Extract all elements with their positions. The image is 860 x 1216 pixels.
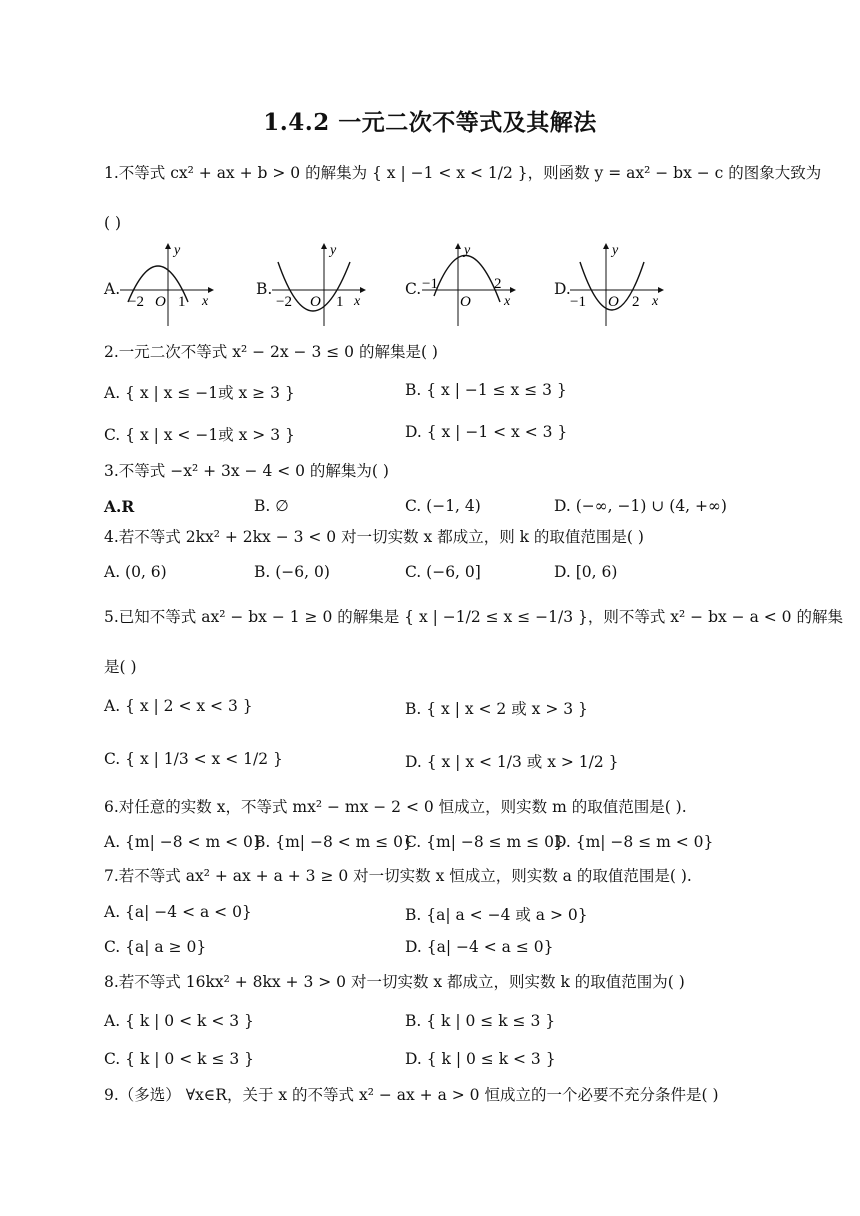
q3-option-d: D. (−∞, −1) ∪ (4, +∞)	[554, 497, 727, 515]
q7-option-c: C. {a| a ≥ 0}	[104, 938, 207, 956]
q9-stem: 9.（多选） ∀x∈R，关于 x 的不等式 x² − ax + a > 0 恒成立的一个必要不充分条件是( )	[104, 1086, 719, 1104]
q3-option-a: A.R	[104, 497, 135, 516]
q1-graph-c	[420, 240, 520, 334]
q8-option-b: B. { k | 0 ≤ k ≤ 3 }	[405, 1012, 556, 1030]
q8-option-d: D. { k | 0 ≤ k < 3 }	[405, 1050, 556, 1068]
q1-option-d-label: D.	[554, 280, 571, 298]
q5-option-a: A. { x | 2 < x < 3 }	[104, 697, 253, 715]
q5-option-b: B. { x | x < 2 或 x > 3 }	[405, 700, 588, 718]
q1-c-tick-3: 2	[494, 276, 502, 292]
q6-option-b: B. {m| −8 < m ≤ 0}	[254, 833, 413, 851]
q6-option-a: A. {m| −8 < m < 0}	[104, 833, 263, 851]
q1-b-axis-x: x	[354, 294, 361, 309]
q6-option-c: C. {m| −8 ≤ m ≤ 0}	[405, 833, 564, 851]
q7-option-d: D. {a| −4 < a ≤ 0}	[405, 938, 554, 956]
q2-stem: 2.一元二次不等式 x² − 2x − 3 ≤ 0 的解集是( )	[104, 343, 438, 361]
q1-a-axis-x: x	[202, 294, 209, 309]
q1-b-axis-y: y	[330, 243, 337, 258]
q1-d-tick-2: O	[608, 294, 619, 310]
q1-c-axis-y: y	[464, 243, 471, 258]
q7-option-b: B. {a| a < −4 或 a > 0}	[405, 906, 588, 924]
q7-stem: 7.若不等式 ax² + ax + a + 3 ≥ 0 对一切实数 x 恒成立，则实数 a 的取值范围是( ).	[104, 867, 692, 885]
q1-d-tick-1: −1	[570, 294, 586, 310]
q1-stem-line1: 1.不等式 cx² + ax + b > 0 的解集为 { x | −1 < x < 1/2 }，则函数 y = ax² − bx − c 的图象大致为	[104, 164, 822, 182]
q4-stem: 4.若不等式 2kx² + 2kx − 3 < 0 对一切实数 x 都成立，则 k 的取值范围是( )	[104, 528, 644, 546]
q1-c-tick-1: −1	[422, 276, 438, 292]
q1-graph-a	[118, 240, 218, 334]
q8-option-a: A. { k | 0 < k < 3 }	[104, 1012, 254, 1030]
q4-option-a: A. (0, 6)	[104, 563, 167, 581]
q4-option-d: D. [0, 6)	[554, 563, 618, 581]
q1-d-axis-y: y	[612, 243, 619, 258]
q3-option-b: B. ∅	[254, 497, 289, 515]
q8-option-c: C. { k | 0 < k ≤ 3 }	[104, 1050, 255, 1068]
q5-stem-line2: 是( )	[104, 658, 137, 676]
page-title: 1.4.2 一元二次不等式及其解法	[263, 109, 597, 136]
q1-c-axis-x: x	[504, 294, 511, 309]
q5-option-c: C. { x | 1/3 < x < 1/2 }	[104, 750, 283, 768]
q2-option-d: D. { x | −1 < x < 3 }	[405, 423, 568, 441]
q7-option-a: A. {a| −4 < a < 0}	[104, 903, 252, 921]
q5-stem-line1: 5.已知不等式 ax² − bx − 1 ≥ 0 的解集是 { x | −1/2 ≤ x ≤ −1/3 }，则不等式 x² − bx − a < 0 的解集	[104, 608, 843, 626]
q1-b-tick-2: O	[310, 294, 321, 310]
q1-option-b-label: B.	[256, 280, 273, 298]
q1-b-tick-1: −2	[276, 294, 292, 310]
q2-option-c: C. { x | x < −1或 x > 3 }	[104, 426, 295, 444]
q3-option-c: C. (−1, 4)	[405, 497, 481, 515]
q3-stem: 3.不等式 −x² + 3x − 4 < 0 的解集为( )	[104, 462, 389, 480]
q1-option-c-label: C.	[405, 280, 422, 298]
q1-a-tick-3: 1	[178, 294, 186, 310]
q2-option-a: A. { x | x ≤ −1或 x ≥ 3 }	[104, 384, 295, 402]
q1-a-tick-1: −2	[128, 294, 144, 310]
q1-a-axis-y: y	[174, 243, 181, 258]
q1-b-tick-3: 1	[336, 294, 344, 310]
q5-option-d: D. { x | x < 1/3 或 x > 1/2 }	[405, 753, 619, 771]
q2-option-b: B. { x | −1 ≤ x ≤ 3 }	[405, 381, 567, 399]
q4-option-c: C. (−6, 0]	[405, 563, 481, 581]
q1-graph-d	[568, 240, 668, 334]
q6-option-d: D. {m| −8 ≤ m < 0}	[554, 833, 714, 851]
q4-option-b: B. (−6, 0)	[254, 563, 330, 581]
q1-stem-line2: ( )	[104, 214, 122, 232]
q1-option-a-label: A.	[104, 280, 121, 298]
q1-d-axis-x: x	[652, 294, 659, 309]
q1-graph-b	[270, 240, 370, 334]
q6-stem: 6.对任意的实数 x，不等式 mx² − mx − 2 < 0 恒成立，则实数 m 的取值范围是( ).	[104, 798, 687, 816]
q1-a-tick-2: O	[155, 294, 166, 310]
q1-c-tick-2: O	[460, 294, 471, 310]
q1-d-tick-3: 2	[632, 294, 640, 310]
q8-stem: 8.若不等式 16kx² + 8kx + 3 > 0 对一切实数 x 都成立，则实数 k 的取值范围为( )	[104, 973, 685, 991]
